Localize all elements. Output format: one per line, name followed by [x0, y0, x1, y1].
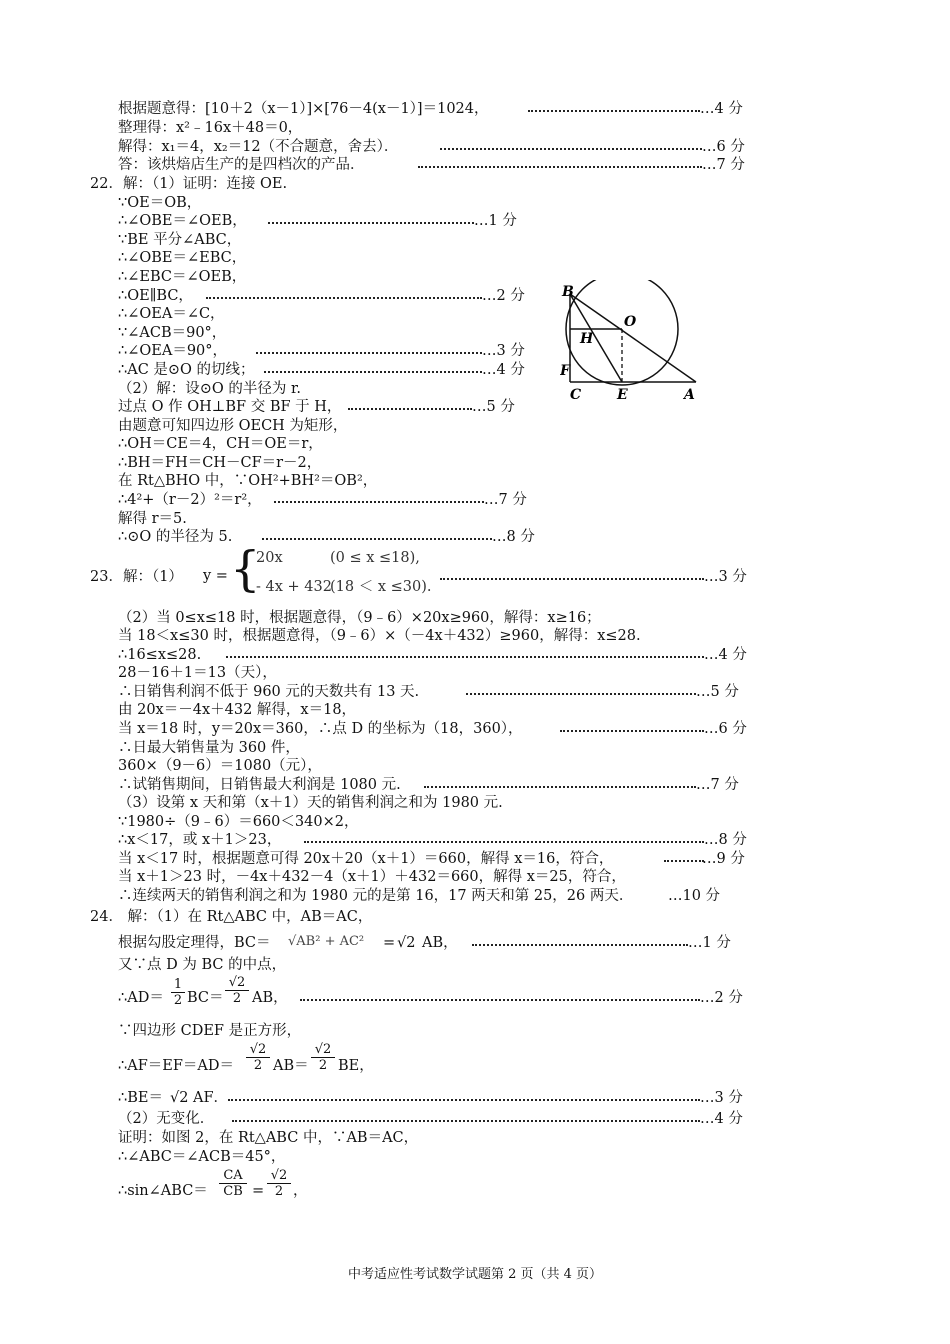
- text-line: 整理得：x²﹣16x＋48＝0，: [118, 120, 303, 136]
- frac-den: CB: [223, 1184, 243, 1199]
- frac-den: 2: [253, 1058, 263, 1073]
- math-sqrt: √AB² + AC²: [288, 934, 365, 949]
- math-eq: =: [383, 935, 396, 951]
- score-mark: …6 分: [704, 721, 747, 737]
- leader-dots: [466, 693, 696, 695]
- math-frac: [225, 975, 249, 1006]
- text-line: ∵1980÷（9﹣6）＝660＜340×2，: [118, 814, 359, 830]
- text-line: 解得 r＝5.: [118, 511, 187, 527]
- math-cond: (18 ＜ x ≤30).: [330, 579, 432, 595]
- label-b: B: [562, 284, 574, 300]
- math-ab: AB，: [422, 935, 458, 951]
- score-mark: …4 分: [700, 1111, 743, 1127]
- leader-dots: [228, 1099, 700, 1101]
- leader-dots: [304, 841, 704, 843]
- math-be: BE，: [338, 1058, 374, 1074]
- text-line: ∴日最大销售量为 360 件，: [118, 740, 300, 756]
- text-line: ∵BE 平分∠ABC，: [118, 232, 242, 248]
- score-mark: …3 分: [704, 569, 747, 585]
- leader-dots: [268, 222, 474, 224]
- text-line: 由题意可知四边形 OECH 为矩形，: [118, 418, 348, 434]
- leader-dots: [528, 110, 700, 112]
- text-line: 22．解：（1）证明：连接 OE.: [90, 176, 288, 192]
- leader-dots: [226, 656, 704, 658]
- frac-num: CA: [223, 1168, 243, 1183]
- leader-dots: [206, 297, 482, 299]
- frac-den: 2: [318, 1058, 328, 1073]
- math-ab: AB，: [252, 990, 288, 1006]
- text-line: 答：该烘焙店生产的是四档次的产品．: [118, 157, 365, 173]
- math-cond: (0 ≤ x ≤18),: [330, 550, 420, 566]
- text-line: ∴OH＝CE＝4，CH＝OE＝r，: [118, 436, 323, 452]
- text-line: 过点 O 作 OH⊥BF 交 BF 于 H，: [118, 399, 342, 415]
- geometry-figure: [560, 280, 710, 410]
- score-mark: …10 分: [668, 888, 721, 904]
- text-line: ∴∠OBE＝∠EBC，: [118, 250, 247, 266]
- math-sqrt2: √2: [397, 935, 416, 951]
- math-frac: [246, 1042, 270, 1073]
- text-line: ∴x＜17，或 x＋1＞23，: [118, 832, 282, 848]
- leader-dots: [440, 578, 704, 580]
- text-line: 当 x＜17 时，根据题意可得 20x＋20（x＋1）＝660，解得 x＝16，符合，: [118, 851, 614, 867]
- text-line: 根据题意得：[10＋2（x－1）]×[76－4(x－1）]＝1024，: [118, 101, 489, 117]
- math-af: AF．: [193, 1090, 229, 1106]
- text-line: 28－16＋1＝13（天），: [118, 665, 277, 681]
- math-bc: BC＝: [187, 990, 224, 1006]
- text-line: 当 18＜x≤30 时，根据题意得，（9﹣6）×（－4x＋432）≥960，解得：x≤28.: [118, 628, 641, 644]
- math-ab-eq: AB＝: [273, 1058, 309, 1074]
- score-mark: …7 分: [484, 492, 527, 508]
- label-c: C: [570, 387, 582, 403]
- leader-dots: [560, 730, 704, 732]
- score-mark: …4 分: [704, 647, 747, 663]
- text-line: ∴∠ABC＝∠ACB＝45°，: [118, 1149, 286, 1165]
- text-line: ∴试销售期间，日销售最大利润是 1080 元.: [118, 777, 401, 793]
- text-line: （3）设第 x 天和第（x＋1）天的销售利润之和为 1980 元.: [118, 795, 503, 811]
- text-line: ∴∠OEA＝90°，: [118, 343, 228, 359]
- math-brace: {: [230, 541, 261, 597]
- text-line: 根据勾股定理得，BC＝: [118, 935, 271, 951]
- leader-dots: [274, 501, 484, 503]
- score-mark: …8 分: [704, 832, 747, 848]
- text-line: ∴∠OBE＝∠OEB，: [118, 213, 247, 229]
- text-line: 当 x＝18 时，y＝20x＝360，∴点 D 的坐标为（18，360），: [118, 721, 523, 737]
- text-line: 由 20x＝－4x＋432 解得，x＝18，: [118, 702, 357, 718]
- text-line: ∴连续两天的销售利润之和为 1980 元的是第 16，17 两天和第 25，26 两天．: [118, 888, 634, 904]
- text-line: ∴⊙O 的半径为 5.: [118, 529, 233, 545]
- frac-num: 1: [173, 977, 183, 992]
- score-mark: …3 分: [700, 1090, 743, 1106]
- text-line: ∴4²+（r－2）²＝r²，: [118, 492, 262, 508]
- leader-dots: [418, 166, 702, 168]
- score-mark: …7 分: [702, 157, 745, 173]
- text-line: ∴∠EBC＝∠OEB，: [118, 269, 247, 285]
- frac-num: √2: [270, 1168, 288, 1183]
- frac-num: √2: [228, 975, 246, 990]
- math-frac: [219, 1168, 247, 1199]
- leader-dots: [300, 999, 700, 1001]
- leader-dots: [348, 408, 472, 410]
- score-mark: …4 分: [482, 362, 525, 378]
- score-mark: …7 分: [696, 777, 739, 793]
- math-piece: - 4x + 432: [256, 579, 332, 595]
- math-eq: =: [252, 1183, 265, 1199]
- leader-dots: [664, 860, 704, 862]
- score-mark: …5 分: [696, 684, 739, 700]
- frac-num: √2: [314, 1042, 332, 1057]
- text-line: ∴BE＝: [118, 1090, 163, 1106]
- text-line: （2）无变化．: [118, 1111, 215, 1127]
- score-mark: …5 分: [472, 399, 515, 415]
- leader-dots: [424, 786, 696, 788]
- leader-dots: [440, 148, 702, 150]
- leader-dots: [256, 352, 482, 354]
- label-e: E: [617, 387, 628, 403]
- text-line: 解得：x₁＝4，x₂＝12（不合题意，舍去）．: [118, 139, 399, 155]
- text-line: 在 Rt△BHO 中，∵OH²+BH²＝OB²，: [118, 473, 378, 489]
- text-line: ∴∠OEA＝∠C，: [118, 306, 225, 322]
- math-frac: [267, 1168, 291, 1199]
- text-line: ∴日销售利润不低于 960 元的天数共有 13 天.: [118, 684, 420, 700]
- text-line: ∵OE＝OB，: [118, 195, 202, 211]
- score-mark: …9 分: [702, 851, 745, 867]
- score-mark: …1 分: [688, 935, 731, 951]
- frac-den: 2: [173, 993, 183, 1008]
- math-sqrt2: √2: [170, 1090, 189, 1106]
- text-line: ∵四边形 CDEF 是正方形，: [118, 1023, 302, 1039]
- text-line: ∴AC 是⊙O 的切线；: [118, 362, 255, 378]
- label-f: F: [560, 363, 570, 379]
- leader-dots: [262, 538, 492, 540]
- text-line: ∴AF＝EF＝AD＝: [118, 1058, 234, 1074]
- score-mark: …6 分: [702, 139, 745, 155]
- text-line: ∴sin∠ABC＝: [118, 1183, 208, 1199]
- leader-dots: [264, 371, 482, 373]
- label-h: H: [580, 331, 594, 347]
- label-o: O: [624, 314, 637, 330]
- math-piece: 20x: [256, 550, 283, 566]
- math-comma: ，: [293, 1183, 308, 1199]
- frac-den: 2: [232, 991, 242, 1006]
- text-line: 24． 解：（1）在 Rt△ABC 中，AB＝AC，: [90, 909, 373, 925]
- score-mark: …4 分: [700, 101, 743, 117]
- math-frac: [311, 1042, 335, 1073]
- text-line: ∴OE∥BC，: [118, 288, 193, 304]
- text-line: （2）当 0≤x≤18 时，根据题意得，（9﹣6）×20x≥960，解得：x≥16；: [118, 610, 601, 626]
- frac-den: 2: [274, 1184, 284, 1199]
- leader-dots: [232, 1120, 700, 1122]
- page-footer: 中考适应性考试数学试题第 2 页（共 4 页）: [347, 1267, 603, 1282]
- text-line: ∵∠ACB＝90°，: [118, 325, 227, 341]
- segment-be: [570, 294, 622, 382]
- leader-dots: [472, 944, 688, 946]
- frac-num: √2: [249, 1042, 267, 1057]
- score-mark: …3 分: [482, 343, 525, 359]
- text-line: ∴16≤x≤28.: [118, 647, 202, 663]
- math-frac: [171, 977, 185, 1008]
- score-mark: …2 分: [482, 288, 525, 304]
- score-mark: …1 分: [474, 213, 517, 229]
- text-line: 360×（9－6）＝1080（元），: [118, 758, 322, 774]
- math-y-eq: y =: [203, 568, 228, 584]
- score-mark: …8 分: [492, 529, 535, 545]
- text-line: 当 x＋1＞23 时，－4x＋432－4（x＋1）＋432＝660，解得 x＝25，符合，: [118, 869, 626, 885]
- text-line: 23．解：（1）: [90, 569, 183, 585]
- text-line: ∴BH＝FH＝CH－CF＝r－2，: [118, 455, 322, 471]
- label-a: A: [684, 387, 695, 403]
- text-line: ∴AD＝: [118, 990, 164, 1006]
- text-line: （2）解：设⊙O 的半径为 r.: [118, 381, 301, 397]
- score-mark: …2 分: [700, 990, 743, 1006]
- text-line: 又∵点 D 为 BC 的中点，: [118, 957, 287, 973]
- text-line: 证明：如图 2，在 Rt△ABC 中，∵AB＝AC，: [118, 1130, 419, 1146]
